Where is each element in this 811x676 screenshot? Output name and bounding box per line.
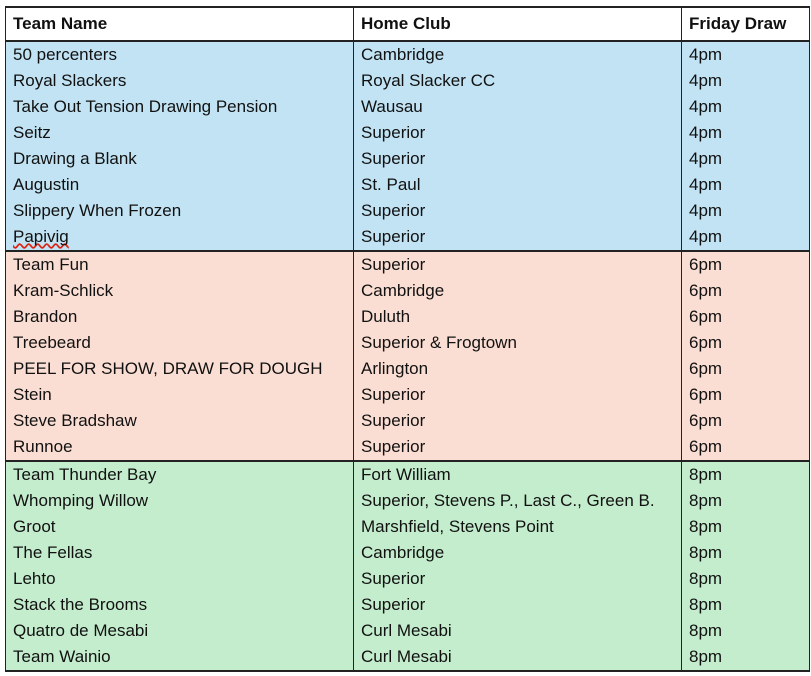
- team-name-cell[interactable]: Royal Slackers: [6, 68, 354, 94]
- friday-draw-cell[interactable]: 8pm: [682, 592, 810, 618]
- home-club-cell[interactable]: Superior: [354, 566, 682, 592]
- team-name-cell[interactable]: Groot: [6, 514, 354, 540]
- friday-draw-cell[interactable]: 8pm: [682, 566, 810, 592]
- team-name-cell[interactable]: Steve Bradshaw: [6, 408, 354, 434]
- friday-draw-cell[interactable]: 6pm: [682, 356, 810, 382]
- home-club-cell[interactable]: Superior: [354, 120, 682, 146]
- home-club-cell[interactable]: Duluth: [354, 304, 682, 330]
- table-row: [6, 566, 810, 592]
- team-name-cell[interactable]: Kram-Schlick: [6, 278, 354, 304]
- home-club-cell[interactable]: Superior: [354, 251, 682, 278]
- table-row: [6, 120, 810, 146]
- table-row: [6, 198, 810, 224]
- table-row: [6, 94, 810, 120]
- home-club-cell[interactable]: Royal Slacker CC: [354, 68, 682, 94]
- home-club-cell[interactable]: Superior & Frogtown: [354, 330, 682, 356]
- team-name-cell[interactable]: Runnoe: [6, 434, 354, 461]
- home-club-cell[interactable]: St. Paul: [354, 172, 682, 198]
- team-name-cell[interactable]: Slippery When Frozen: [6, 198, 354, 224]
- friday-draw-cell[interactable]: 8pm: [682, 618, 810, 644]
- table-row: [6, 408, 810, 434]
- home-club-cell[interactable]: Superior: [354, 434, 682, 461]
- team-name-cell[interactable]: The Fellas: [6, 540, 354, 566]
- friday-draw-cell[interactable]: 4pm: [682, 224, 810, 251]
- table-row: [6, 461, 810, 488]
- team-name-cell[interactable]: Papivig: [6, 224, 354, 251]
- table-row: [6, 278, 810, 304]
- friday-draw-cell[interactable]: 8pm: [682, 514, 810, 540]
- team-name-cell[interactable]: Drawing a Blank: [6, 146, 354, 172]
- home-club-cell[interactable]: Superior: [354, 408, 682, 434]
- table-row: [6, 41, 810, 68]
- friday-draw-cell[interactable]: 6pm: [682, 434, 810, 461]
- team-name-cell[interactable]: Whomping Willow: [6, 488, 354, 514]
- home-club-cell[interactable]: Wausau: [354, 94, 682, 120]
- friday-draw-cell[interactable]: 6pm: [682, 251, 810, 278]
- home-club-cell[interactable]: Superior: [354, 382, 682, 408]
- team-name-cell[interactable]: Take Out Tension Drawing Pension: [6, 94, 354, 120]
- team-name-cell[interactable]: Team Fun: [6, 251, 354, 278]
- home-club-cell[interactable]: Curl Mesabi: [354, 644, 682, 671]
- team-name-cell[interactable]: Seitz: [6, 120, 354, 146]
- home-club-cell[interactable]: Fort William: [354, 461, 682, 488]
- friday-draw-cell[interactable]: 6pm: [682, 304, 810, 330]
- team-name-cell[interactable]: Brandon: [6, 304, 354, 330]
- friday-draw-cell[interactable]: 6pm: [682, 330, 810, 356]
- team-name-cell[interactable]: Quatro de Mesabi: [6, 618, 354, 644]
- friday-draw-cell[interactable]: 6pm: [682, 408, 810, 434]
- table-row: [6, 540, 810, 566]
- table-row: [6, 172, 810, 198]
- table-row: [6, 224, 810, 251]
- team-name-cell[interactable]: Stack the Brooms: [6, 592, 354, 618]
- friday-draw-cell[interactable]: 4pm: [682, 146, 810, 172]
- table-row: [6, 488, 810, 514]
- home-club-cell[interactable]: Cambridge: [354, 540, 682, 566]
- home-club-cell[interactable]: Cambridge: [354, 278, 682, 304]
- table-row: [6, 146, 810, 172]
- home-club-cell[interactable]: Superior: [354, 146, 682, 172]
- table-row: [6, 356, 810, 382]
- team-name-cell[interactable]: Stein: [6, 382, 354, 408]
- header-row: [6, 7, 810, 41]
- friday-draw-cell[interactable]: 4pm: [682, 198, 810, 224]
- table-row: [6, 434, 810, 461]
- home-club-cell[interactable]: Superior, Stevens P., Last C., Green B.: [354, 488, 682, 514]
- home-club-cell[interactable]: Superior: [354, 224, 682, 251]
- friday-draw-cell[interactable]: 4pm: [682, 94, 810, 120]
- table-row: [6, 304, 810, 330]
- friday-draw-cell[interactable]: 6pm: [682, 278, 810, 304]
- table-row: [6, 251, 810, 278]
- home-club-cell[interactable]: Arlington: [354, 356, 682, 382]
- table-row: [6, 644, 810, 671]
- friday-draw-cell[interactable]: 8pm: [682, 488, 810, 514]
- home-club-cell[interactable]: Marshfield, Stevens Point: [354, 514, 682, 540]
- friday-draw-cell[interactable]: 6pm: [682, 382, 810, 408]
- table-row: [6, 514, 810, 540]
- team-name-cell[interactable]: Augustin: [6, 172, 354, 198]
- team-name-cell[interactable]: Treebeard: [6, 330, 354, 356]
- header-friday-draw[interactable]: Friday Draw: [682, 7, 810, 41]
- team-name-cell[interactable]: Team Thunder Bay: [6, 461, 354, 488]
- friday-draw-cell[interactable]: 4pm: [682, 120, 810, 146]
- table-row: [6, 382, 810, 408]
- table-row: [6, 592, 810, 618]
- home-club-cell[interactable]: Cambridge: [354, 41, 682, 68]
- header-team-name[interactable]: Team Name: [6, 7, 354, 41]
- header-home-club[interactable]: Home Club: [354, 7, 682, 41]
- friday-draw-cell[interactable]: 8pm: [682, 461, 810, 488]
- table-row: [6, 330, 810, 356]
- home-club-cell[interactable]: Superior: [354, 592, 682, 618]
- team-name-cell[interactable]: PEEL FOR SHOW, DRAW FOR DOUGH: [6, 356, 354, 382]
- friday-draw-cell[interactable]: 8pm: [682, 644, 810, 671]
- draw-schedule-table: [5, 6, 810, 672]
- table-row: [6, 68, 810, 94]
- friday-draw-cell[interactable]: 8pm: [682, 540, 810, 566]
- team-name-cell[interactable]: Team Wainio: [6, 644, 354, 671]
- team-name-cell[interactable]: Lehto: [6, 566, 354, 592]
- team-name-cell[interactable]: 50 percenters: [6, 41, 354, 68]
- table-row: [6, 618, 810, 644]
- friday-draw-cell[interactable]: 4pm: [682, 41, 810, 68]
- home-club-cell[interactable]: Superior: [354, 198, 682, 224]
- friday-draw-cell[interactable]: 4pm: [682, 172, 810, 198]
- home-club-cell[interactable]: Curl Mesabi: [354, 618, 682, 644]
- friday-draw-cell[interactable]: 4pm: [682, 68, 810, 94]
